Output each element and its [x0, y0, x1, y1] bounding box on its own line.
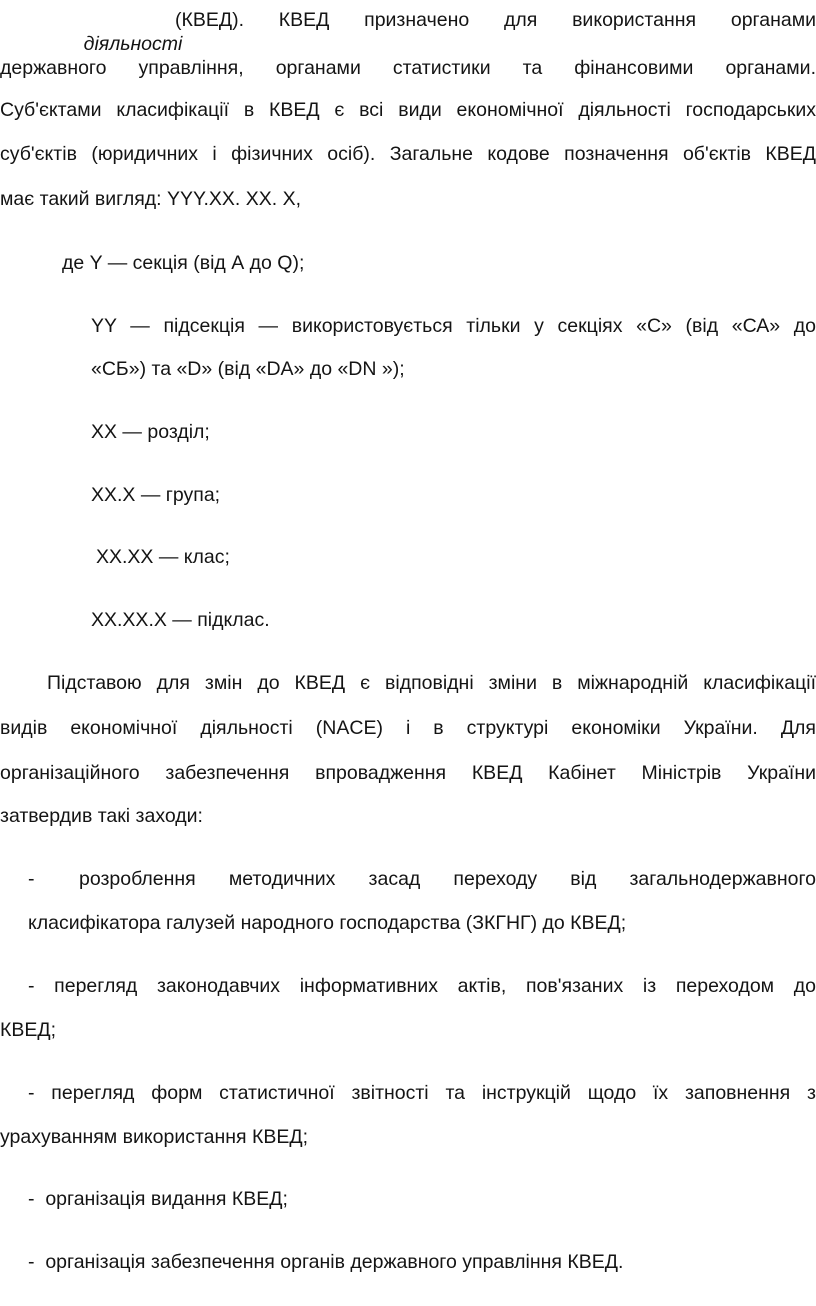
intro-line-4: суб'єктів (юридичних і фізичних осіб). Загальне кодове позначення об'єктів КВЕД [0, 143, 816, 165]
code-subclass: XX.XX.X — підклас. [91, 609, 270, 631]
intro-line-1-rest: (КВЕД). КВЕД призначено для використання органами [175, 9, 816, 31]
basis-line-2: видів економічної діяльності (NACE) і в структурі економіки України. Для [0, 717, 816, 739]
code-subsection-line-2: «СБ») та «D» (від «DA» до «DN »); [91, 358, 405, 380]
measure-4: - організація видання КВЕД; [28, 1188, 288, 1210]
intro-italic-term: діяльності [83, 33, 183, 55]
measure-2-line-1: - перегляд законодавчих інформативних актів, пов'язаних із переходом до [28, 975, 816, 997]
code-subsection-line-1: YY — підсекція — використовується тільки у секціях «С» (від «СА» до [91, 315, 816, 337]
code-section: де Y — секція (від А до Q); [62, 252, 305, 274]
intro-line-5: має такий вигляд: YYY.XX. XX. X, [0, 188, 302, 210]
basis-line-3: організаційного забезпечення впровадження КВЕД Кабінет Міністрів України [0, 762, 816, 784]
intro-line-3: Суб'єктами класифікації в КВЕД є всі види економічної діяльності господарських [0, 99, 816, 121]
measure-5: - організація забезпечення органів державного управління КВЕД. [28, 1251, 624, 1273]
measure-2-line-2: КВЕД; [0, 1019, 56, 1041]
measure-1-dash: - [28, 868, 35, 890]
measure-3-line-2: урахуванням використання КВЕД; [0, 1126, 309, 1148]
measure-1-line-1: розроблення методичних засад переходу від загальнодержавного [79, 868, 816, 890]
code-class: XX.XX — клас; [96, 546, 230, 568]
basis-line-1: Підставою для змін до КВЕД є відповідні зміни в міжнародній класифікації [47, 672, 816, 694]
intro-line-2: державного управління, органами статистики та фінансовими органами. [0, 57, 816, 79]
measure-1-line-2: класифікатора галузей народного господарства (ЗКГНГ) до КВЕД; [28, 912, 627, 934]
basis-line-4: затвердив такі заходи: [0, 805, 203, 827]
measure-3-line-1: - перегляд форм статистичної звітності та інструкцій щодо їх заповнення з [28, 1082, 816, 1104]
code-group: XX.X — група; [91, 484, 221, 506]
code-division: XX — розділ; [91, 421, 210, 443]
